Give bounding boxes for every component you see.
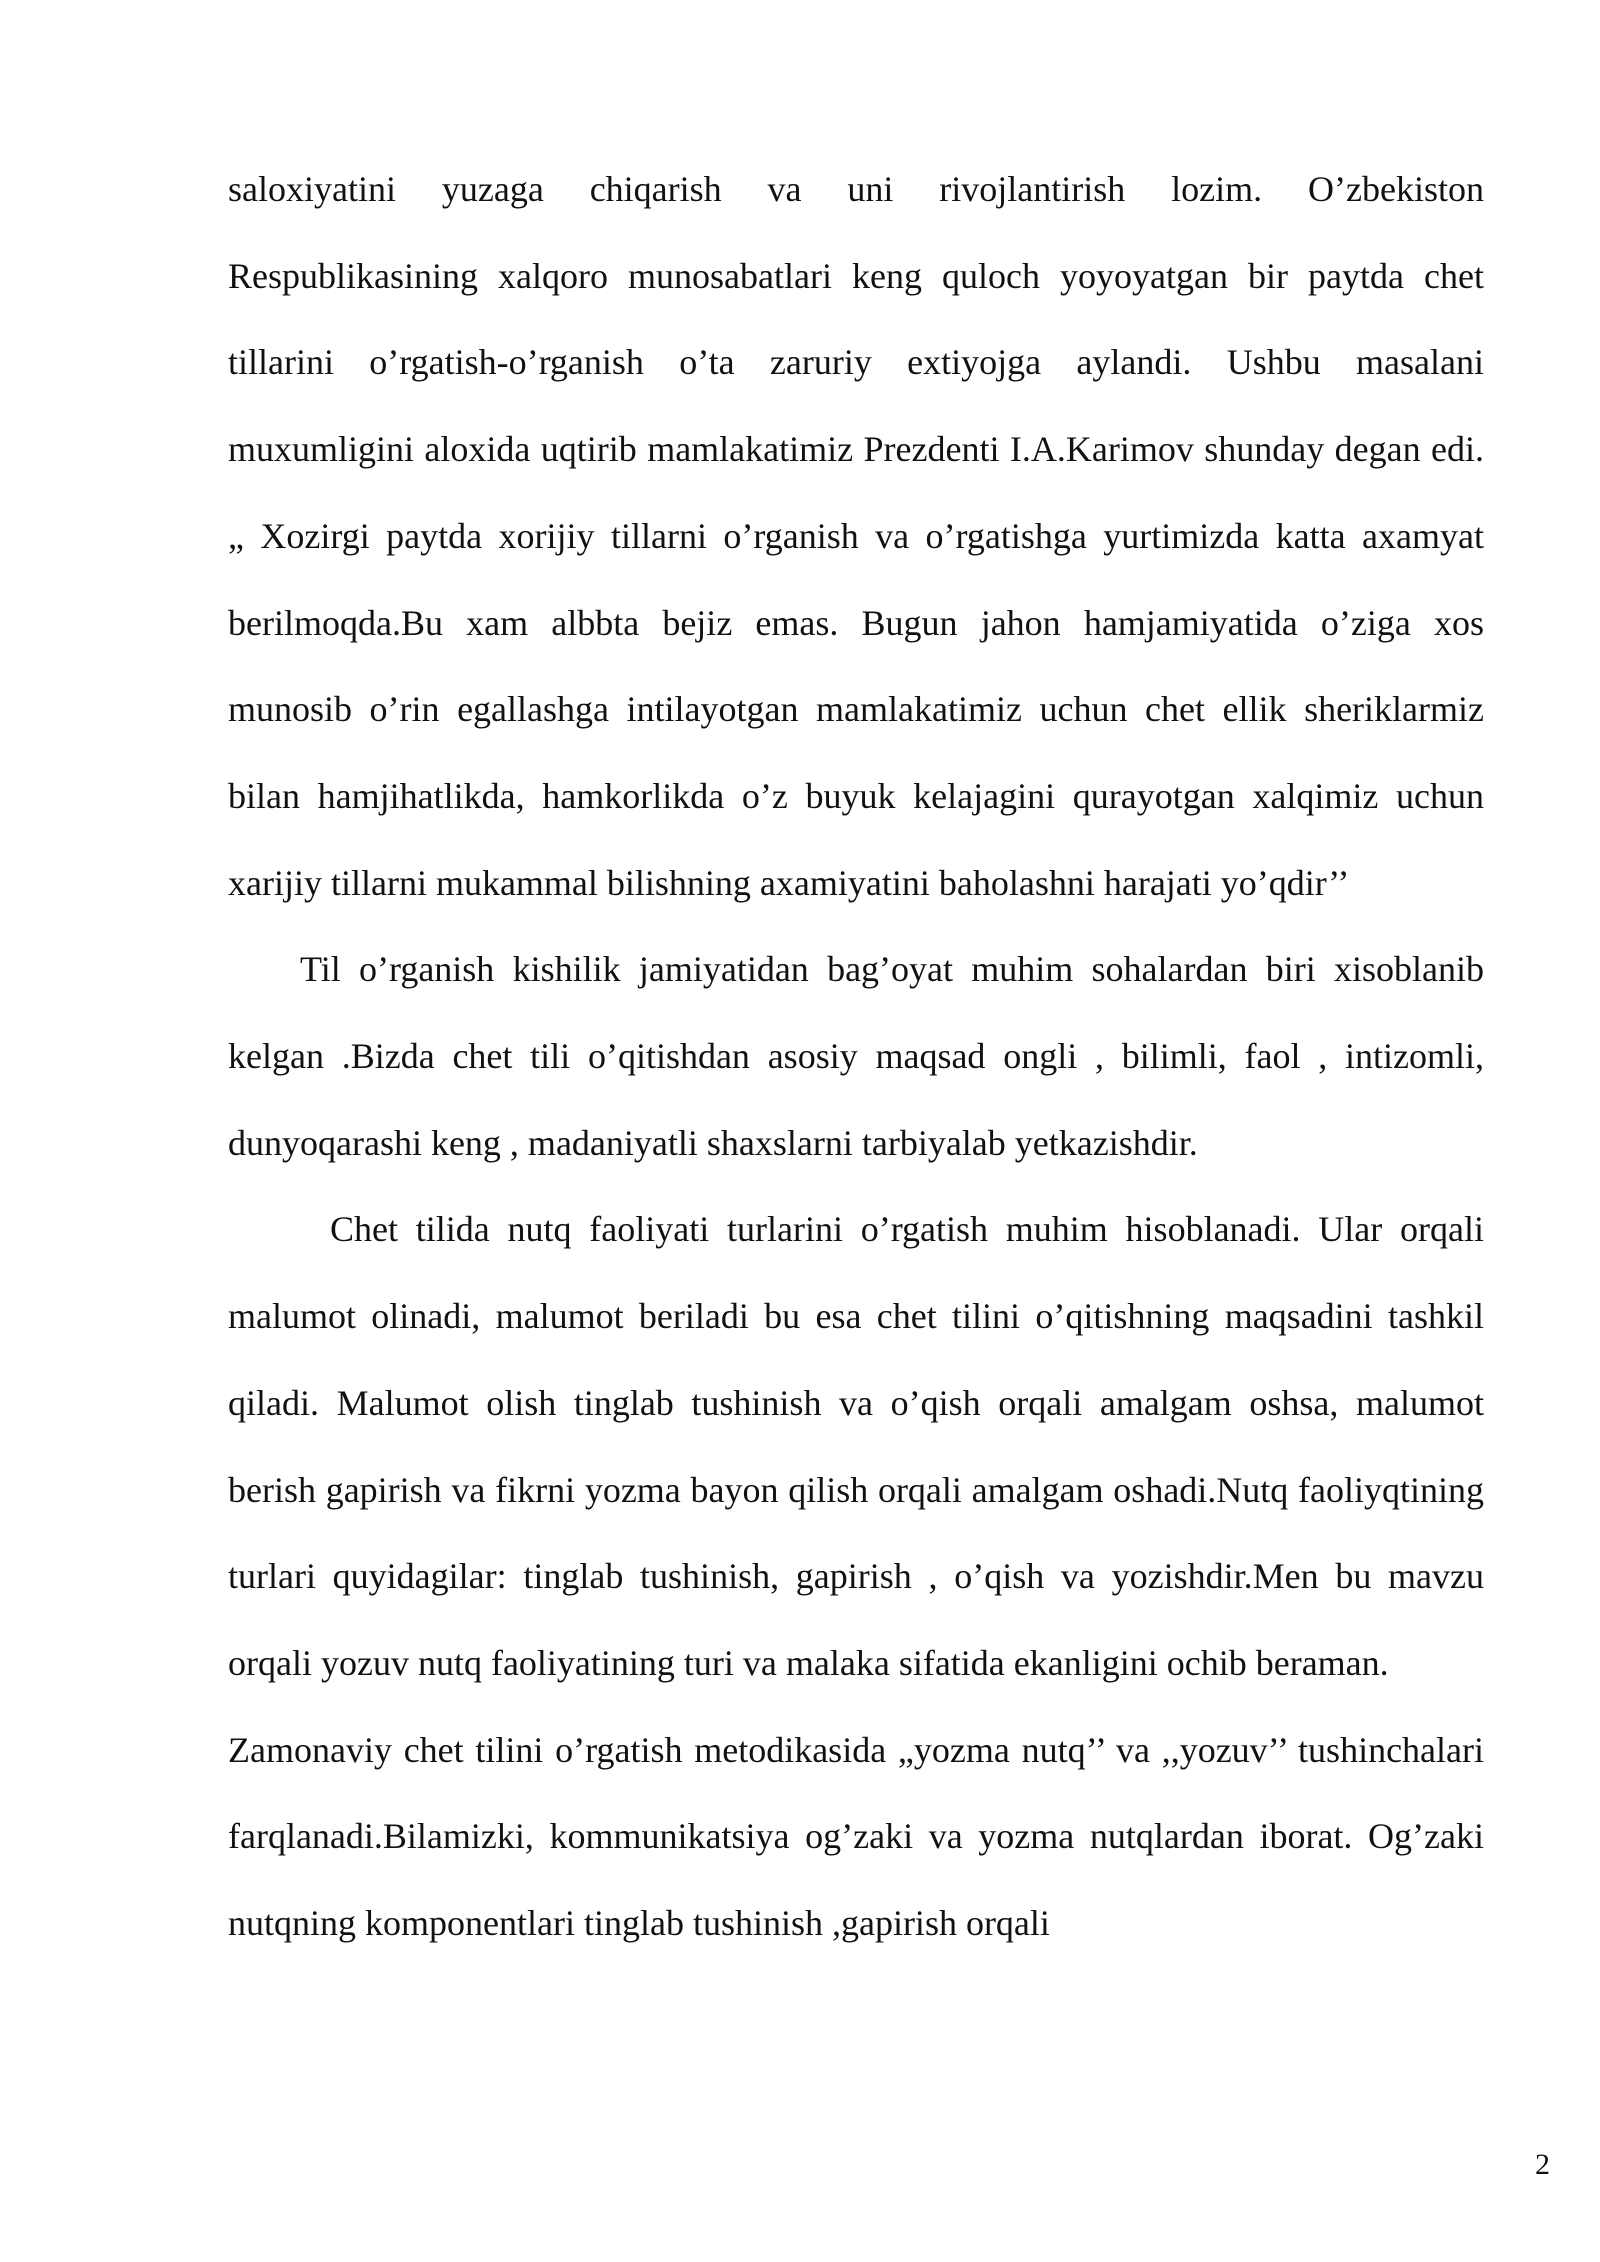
paragraph-4: Zamonaviy chet tilini o’rgatish metodikasida „yozma nutq’’ va ,,yozuv’’ tushinchalari farqlanadi.Bilamizki, kommunikatsiya og’zaki va yozma nutqlardan iborat. Og’zaki nutqning komponentlari tinglab tushinish ,gapirish orqali [228,1729,1484,1944]
document-body [228,146,1484,1967]
paragraph-2: Til o’rganish kishilik jamiyatidan bag’oyat muhim sohalardan biri xisoblanib kelgan .Bizda chet tili o’qitishdan asosiy maqsad ongli , bilimli, faol , intizomli, dunyoqarashi keng , madaniyatli shaxslarni tarbiyalab yetkazishdir. [228,949,1484,1163]
page-number: 2 [1535,2148,1550,2181]
paragraph-1: saloxiyatini yuzaga chiqarish va uni rivojlantirish lozim. O’zbekiston Respublikasining xalqoro munosabatlari keng quloch yoyoyatgan bir paytda chet tillarini o’rgatish-o’rganish o’ta zaruriy extiyojga aylandi. Ushbu masalani muxumligini aloxida uqtirib mamlakatimiz Prezdenti I.A.Karimov shunday degan edi. „ Xozirgi paytda xorijiy tillarni o’rganish va o’rgatishga yurtimizda katta axamyat berilmoqda.Bu xam albbta bejiz emas. Bugun jahon hamjamiyatida o’ziga xos munosib o’rin egallashga intilayotgan mamlakatimiz uchun chet ellik sheriklarmiz bilan hamjihatlikda, hamkorlikda o’z buyuk kelajagini qurayotgan xalqimiz uchun xarijiy tillarni mukammal bilishning axamiyatini baholashni harajati yo’qdir’’ [228,169,1484,903]
paragraph-3: Chet tilida nutq faoliyati turlarini o’rgatish muhim hisoblanadi. Ular orqali malumot olinadi, malumot beriladi bu esa chet tilini o’qitishning maqsadini tashkil qiladi. Malumot olish tinglab tushinish va o’qish orqali amalgam oshsa, malumot berish gapirish va fikrni yozma bayon qilish orqali amalgam oshadi.Nutq faoliyqtining turlari quyidagilar: tinglab tushinish, gapirish , o’qish va yozishdir.Men bu mavzu orqali yozuv nutq faoliyatining turi va malaka sifatida ekanligini ochib beraman. [228,1209,1484,1683]
